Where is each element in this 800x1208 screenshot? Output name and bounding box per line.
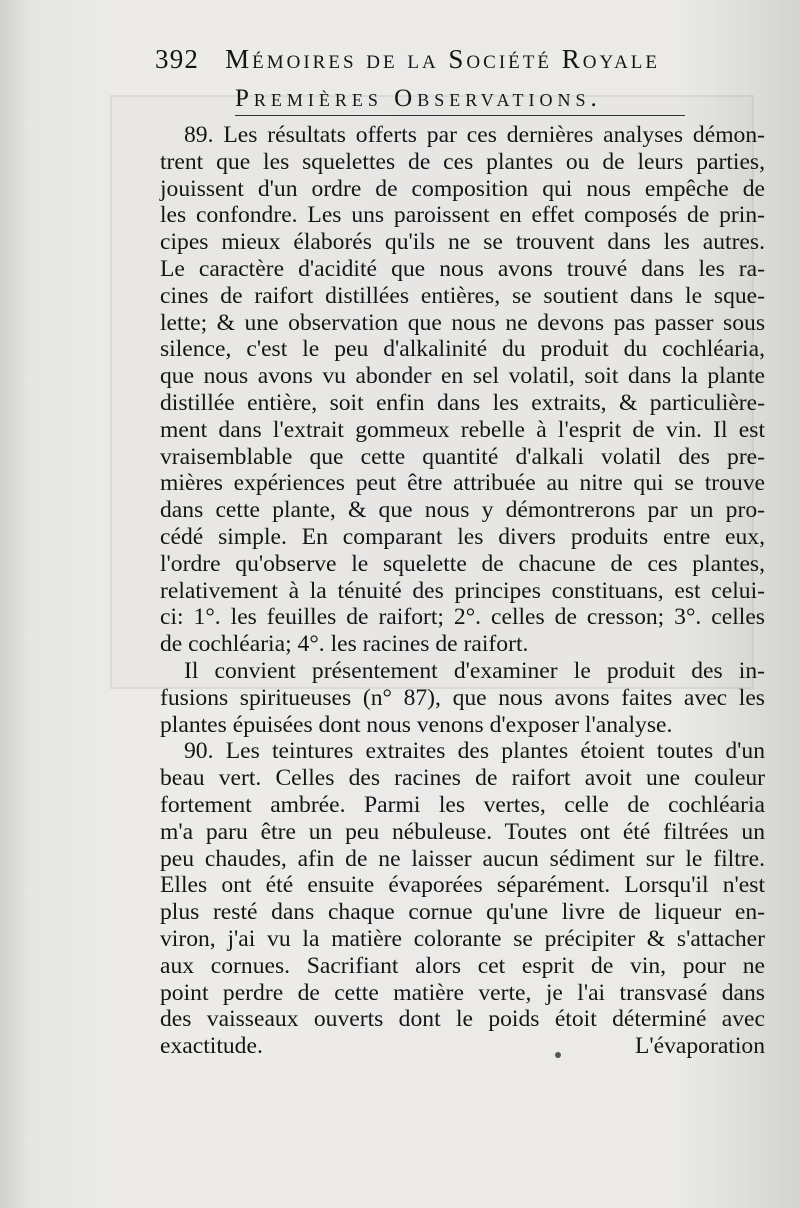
text-line: viron, j'ai vu la matière colorante se précipiter & s'attacher bbox=[160, 925, 765, 952]
catchword: L'évaporation bbox=[634, 1033, 765, 1060]
text-line: les confondre. Les uns paroissent en effet composés de prin- bbox=[160, 202, 765, 229]
text-line: que nous avons vu abonder en sel volatil, soit dans la plante bbox=[160, 363, 765, 390]
text-line: fortement ambrée. Parmi les vertes, celle de cochléaria bbox=[160, 791, 765, 818]
text-line: plus resté dans chaque cornue qu'une livre de liqueur en- bbox=[160, 899, 765, 926]
text-line: cédé simple. En comparant les divers produits entre eux, bbox=[160, 523, 765, 550]
text-line: cines de raifort distillées entières, se soutient dans le sque- bbox=[160, 282, 765, 309]
running-header bbox=[155, 44, 700, 75]
text-line: Le caractère d'acidité que nous avons trouvé dans les ra- bbox=[160, 255, 765, 282]
text-line: ci: 1°. les feuilles de raifort; 2°. celles de cresson; 3°. celles bbox=[160, 604, 765, 631]
page-number: 392 bbox=[155, 44, 200, 74]
text-line: ment dans l'extrait gommeux rebelle à l'esprit de vin. Il est bbox=[160, 416, 765, 443]
text-line: dans cette plante, & que nous y démontrerons par un pro- bbox=[160, 497, 765, 524]
text-line: aux cornues. Sacrifiant alors cet esprit de vin, pour ne bbox=[160, 952, 765, 979]
text-line: silence, c'est le peu d'alkalinité du produit du cochléaria, bbox=[160, 336, 765, 363]
text-line: des vaisseaux ouverts dont le poids étoit déterminé avec bbox=[160, 1006, 765, 1033]
running-title: Mémoires de la Société Royale bbox=[225, 44, 660, 74]
text-line: Elles ont été ensuite évaporées séparément. Lorsqu'il n'est bbox=[160, 872, 765, 899]
text-line: fusions spiritueuses (n° 87), que nous avons faites avec les bbox=[160, 684, 765, 711]
text-line: jouissent d'un ordre de composition qui nous empêche de bbox=[160, 175, 765, 202]
section-title: Premières Observations. bbox=[235, 85, 685, 116]
text-line: relativement à la ténuité des principes constituans, est celui- bbox=[160, 577, 765, 604]
text-line: de cochléaria; 4°. les racines de raifort. bbox=[160, 631, 529, 658]
text-line: plantes épuisées dont nous venons d'exposer l'analyse. bbox=[160, 711, 673, 738]
text-line: m'a paru être un peu nébuleuse. Toutes ont été filtrées un bbox=[160, 818, 765, 845]
text-line: cipes mieux élaborés qu'ils ne se trouvent dans les autres. bbox=[160, 229, 765, 256]
text-line: 89. Les résultats offerts par ces dernières analyses démon- bbox=[184, 122, 765, 148]
text-line: mières expériences peut être attribuée au nitre qui se trouve bbox=[160, 470, 765, 497]
text-line: 90. Les teintures extraites des plantes étoient toutes d'un bbox=[184, 738, 765, 765]
text-line: point perdre de cette matière verte, je l'ai transvasé dans bbox=[160, 979, 765, 1006]
ink-spot bbox=[555, 1052, 561, 1058]
text-line: distillée entière, soit enfin dans les extraits, & particulière- bbox=[160, 389, 765, 416]
text-line: peu chaudes, afin de ne laisser aucun sédiment sur le filtre. bbox=[160, 845, 765, 872]
text-line: l'ordre qu'observe le squelette de chacune de ces plantes, bbox=[160, 550, 765, 577]
text-line: beau vert. Celles des racines de raifort avoit une couleur bbox=[160, 765, 765, 792]
text-line: lette; & une observation que nous ne devons pas passer sous bbox=[160, 309, 765, 336]
text-line: exactitude. bbox=[160, 1033, 263, 1060]
text-line: Il convient présentement d'examiner le produit des in- bbox=[184, 657, 765, 684]
final-line bbox=[160, 1033, 765, 1060]
body-text bbox=[160, 122, 765, 1060]
text-line: vraisemblable que cette quantité d'alkali volatil des pre- bbox=[160, 443, 765, 470]
text-line: trent que les squelettes de ces plantes ou de leurs parties, bbox=[160, 148, 765, 175]
